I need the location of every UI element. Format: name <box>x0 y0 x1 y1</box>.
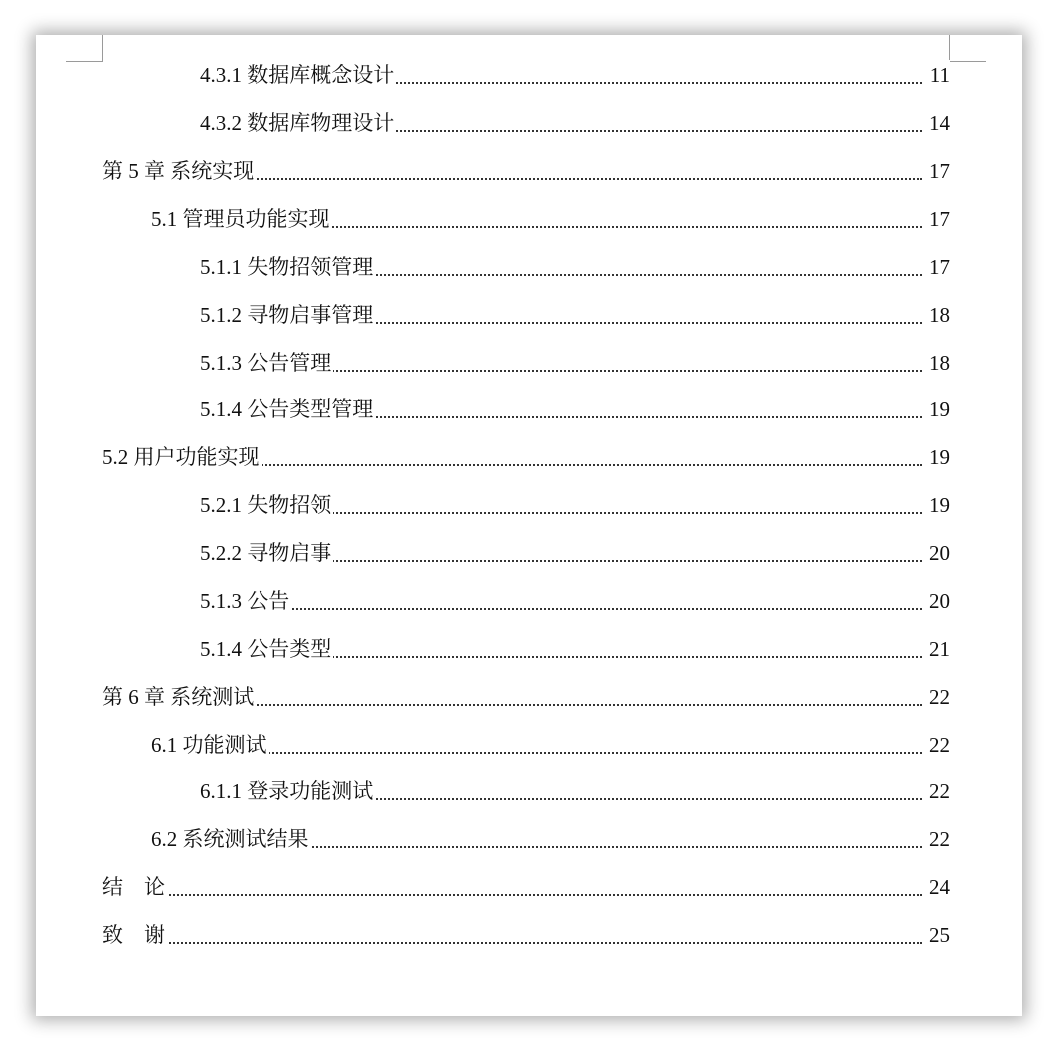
toc-entry-label: 5.1.2 寻物启事管理 <box>200 300 375 330</box>
toc-page-number: 18 <box>927 348 950 378</box>
margin-corner-mark-left <box>66 35 103 62</box>
toc-entry-label: 5.2 用户功能实现 <box>102 442 262 472</box>
toc-entry-label: 致 谢 <box>102 920 167 950</box>
toc-entry-label: 5.1 管理员功能实现 <box>151 204 332 234</box>
toc-entry[interactable] <box>36 682 1022 712</box>
toc-page-number: 18 <box>927 300 950 330</box>
toc-entry[interactable] <box>36 156 1022 186</box>
toc-entry[interactable] <box>36 108 1022 138</box>
toc-entry-label: 5.1.1 失物招领管理 <box>200 252 375 282</box>
toc-leader-dots <box>200 608 922 610</box>
toc-entry[interactable] <box>36 300 1022 330</box>
toc-entry-label: 第 5 章 系统实现 <box>102 156 256 186</box>
toc-entry-label: 5.1.4 公告类型 <box>200 634 333 664</box>
toc-page-number: 11 <box>928 60 950 90</box>
toc-entry-label: 5.1.3 公告管理 <box>200 348 333 378</box>
toc-page-number: 22 <box>927 730 950 760</box>
toc-entry-label: 6.1 功能测试 <box>151 730 269 760</box>
toc-entry[interactable] <box>36 776 1022 806</box>
toc-page-number: 17 <box>927 156 950 186</box>
toc-page-number: 17 <box>927 204 950 234</box>
toc-entry[interactable] <box>36 634 1022 664</box>
toc-entry[interactable] <box>36 490 1022 520</box>
toc-entry-label: 5.1.3 公告 <box>200 586 291 616</box>
toc-page-number: 20 <box>927 538 950 568</box>
toc-entry[interactable] <box>36 442 1022 472</box>
toc-entry-label: 结 论 <box>102 872 167 902</box>
toc-entry[interactable] <box>36 586 1022 616</box>
toc-entry[interactable] <box>36 824 1022 854</box>
toc-page-number: 20 <box>927 586 950 616</box>
toc-entry-label: 4.3.2 数据库物理设计 <box>200 108 396 138</box>
toc-page-number: 17 <box>927 252 950 282</box>
toc-entry[interactable] <box>36 60 1022 90</box>
toc-page-number: 21 <box>927 634 950 664</box>
toc-entry[interactable] <box>36 730 1022 760</box>
toc-entry[interactable] <box>36 394 1022 424</box>
toc-page-number: 19 <box>927 490 950 520</box>
toc-page-number: 14 <box>927 108 950 138</box>
toc-entry-label: 5.1.4 公告类型管理 <box>200 394 375 424</box>
toc-leader-dots <box>102 894 922 896</box>
toc-page-number: 22 <box>927 776 950 806</box>
toc-page-number: 22 <box>927 682 950 712</box>
toc-entry-label: 5.2.2 寻物启事 <box>200 538 333 568</box>
toc-page-number: 22 <box>927 824 950 854</box>
toc-entry[interactable] <box>36 252 1022 282</box>
toc-entry-label: 6.1.1 登录功能测试 <box>200 776 375 806</box>
toc-entry[interactable] <box>36 348 1022 378</box>
document-page <box>36 35 1022 1016</box>
toc-entry[interactable] <box>36 920 1022 950</box>
toc-leader-dots <box>102 942 922 944</box>
toc-entry-label: 5.2.1 失物招领 <box>200 490 333 520</box>
toc-entry-label: 4.3.1 数据库概念设计 <box>200 60 396 90</box>
toc-page-number: 19 <box>927 442 950 472</box>
toc-page-number: 24 <box>927 872 950 902</box>
toc-entry[interactable] <box>36 538 1022 568</box>
toc-page-number: 25 <box>927 920 950 950</box>
toc-page-number: 19 <box>927 394 950 424</box>
toc-entry[interactable] <box>36 872 1022 902</box>
toc-entry-label: 6.2 系统测试结果 <box>151 824 311 854</box>
toc-entry[interactable] <box>36 204 1022 234</box>
toc-entry-label: 第 6 章 系统测试 <box>102 682 256 712</box>
margin-corner-mark-right <box>949 35 986 62</box>
